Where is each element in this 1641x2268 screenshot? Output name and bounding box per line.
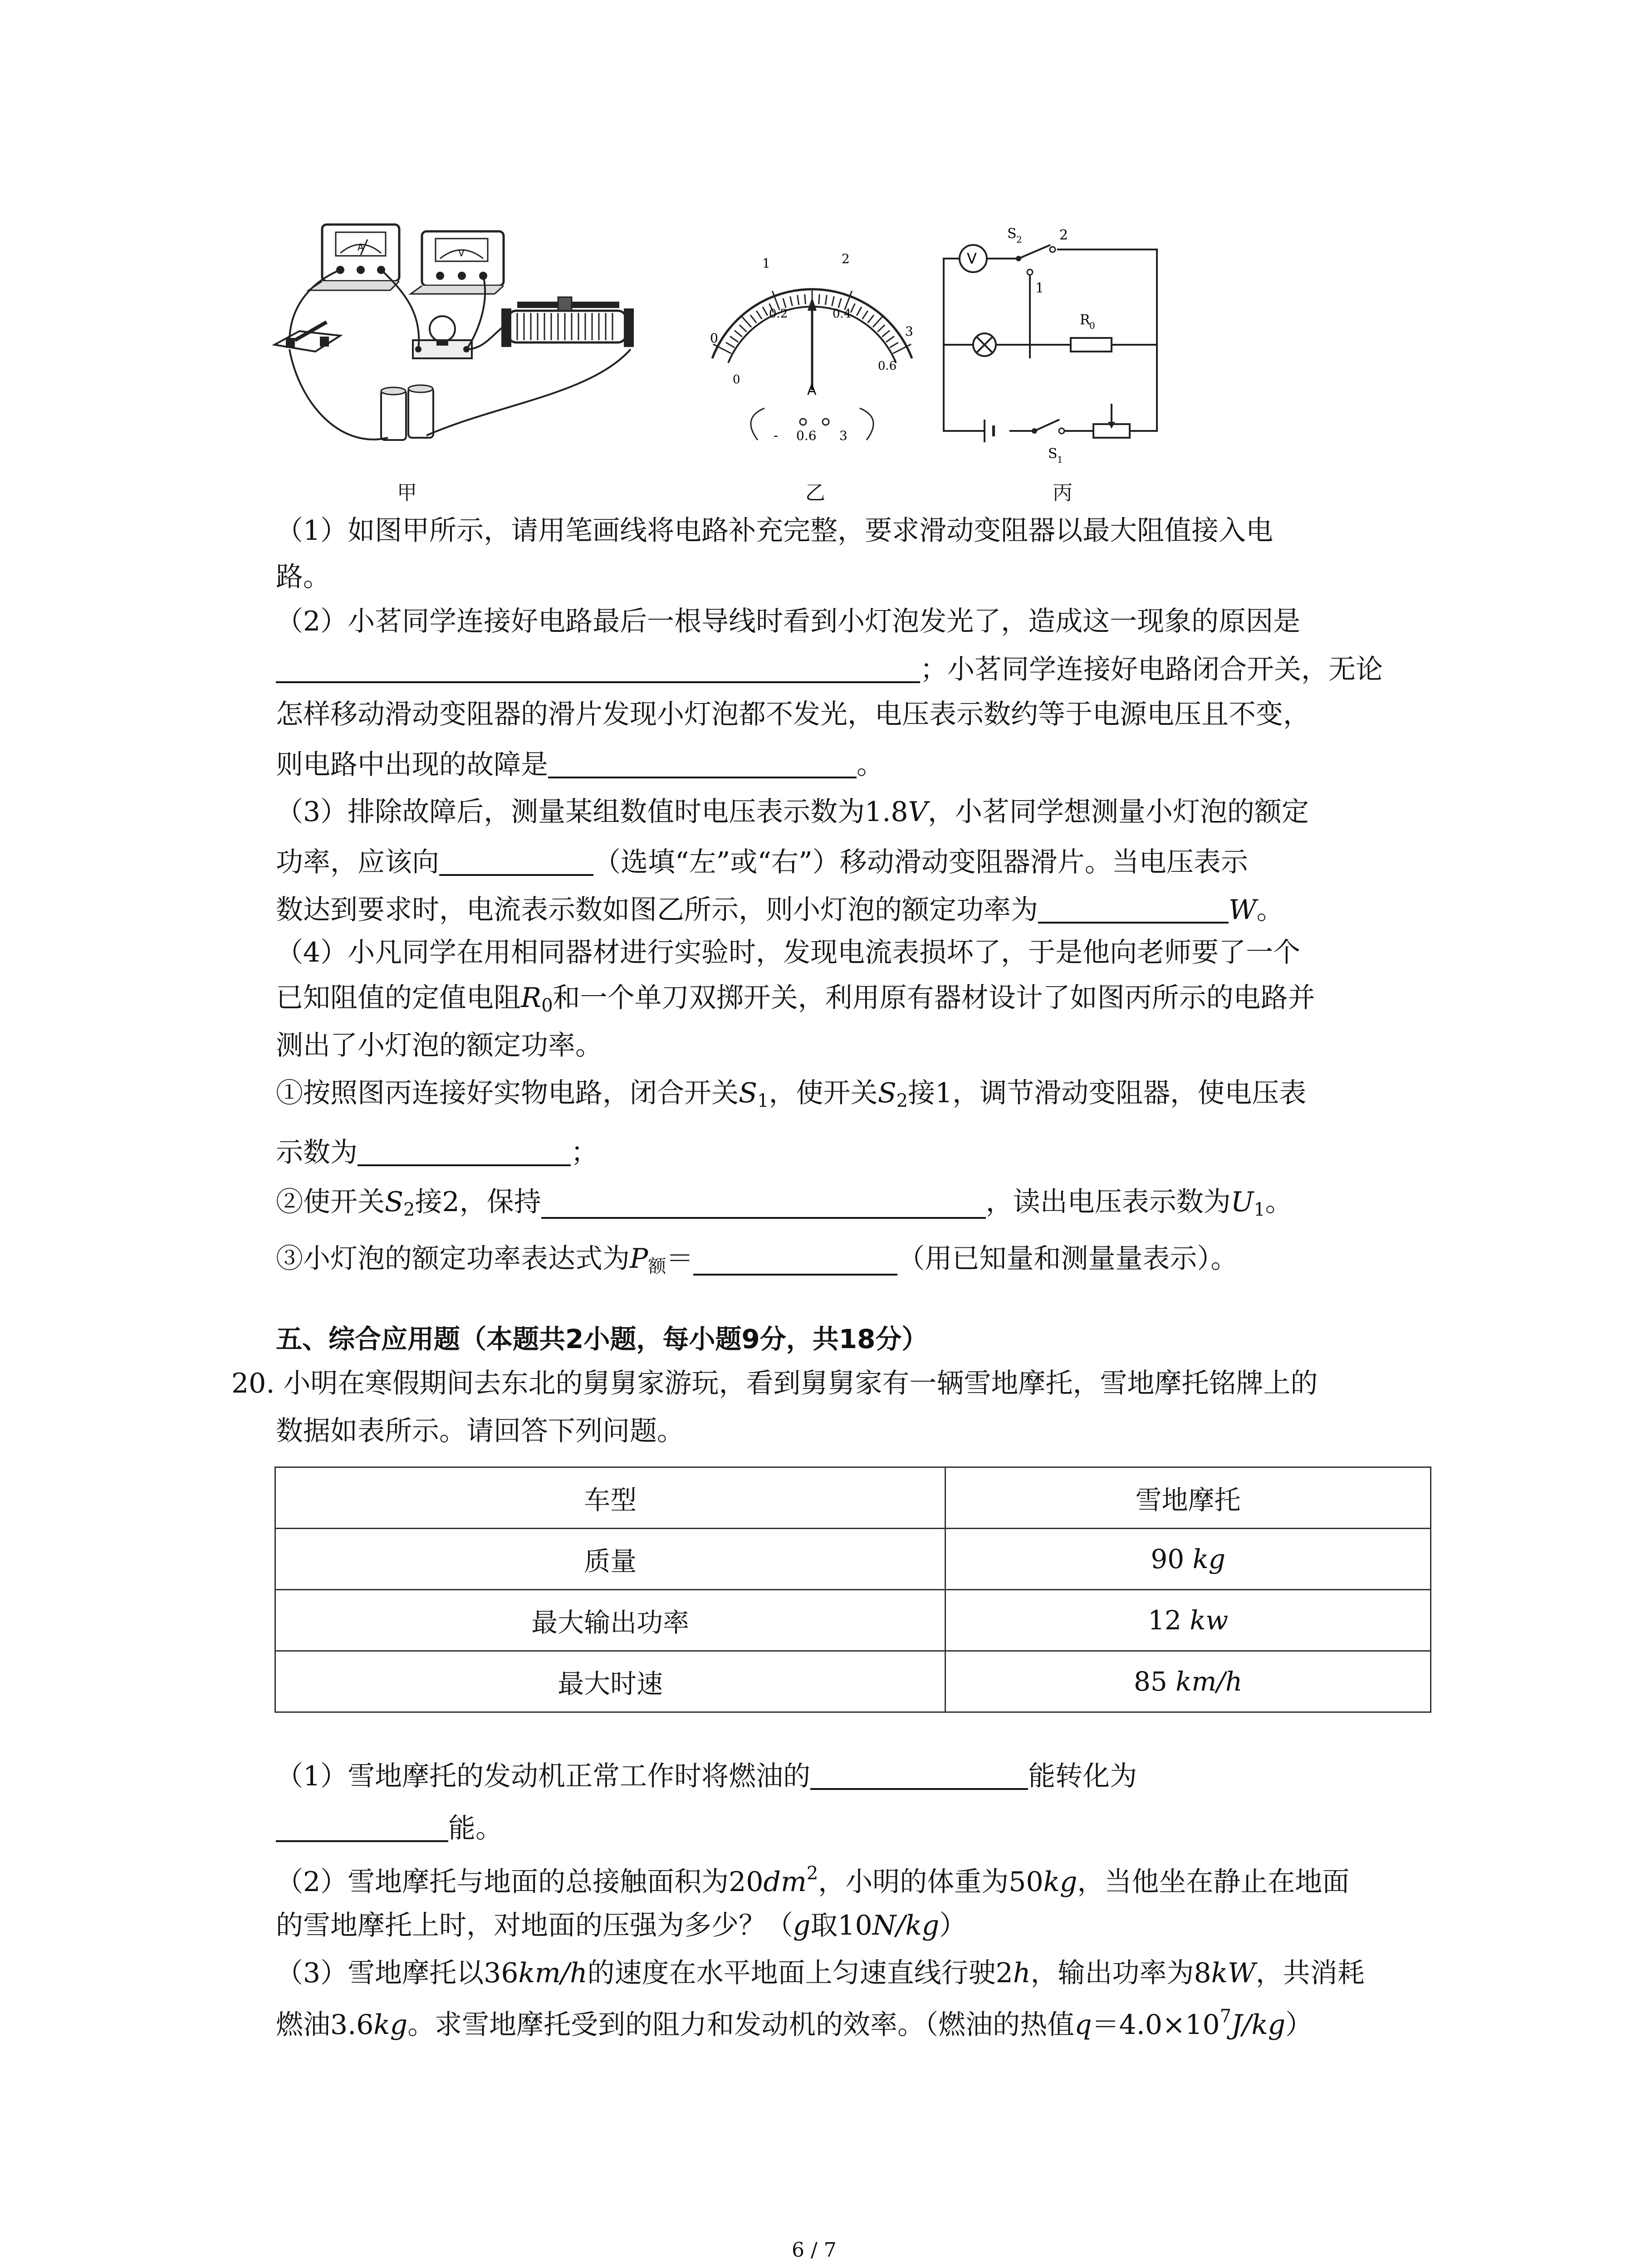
answer-blank-expression[interactable] <box>693 1246 897 1276</box>
dial-tick <box>805 294 806 304</box>
q20-part1-line-b: 能。 <box>276 1812 503 1842</box>
dial-tick <box>857 307 862 316</box>
circuit-pos1: 1 <box>1035 280 1044 296</box>
q19-step1-line-a: ①按照图丙连接好实物电路，闭合开关$S_1$，使开关$S_2$接1，调节滑动变阻器，使电压表 <box>276 1077 1307 1111</box>
page-number: 6 / 7 <box>792 2239 837 2262</box>
q19-part2-line-b: ；小茗同学连接好电路闭合开关，无论 <box>276 653 1383 683</box>
answer-blank-fault[interactable] <box>548 748 857 778</box>
spec-table <box>274 1466 1431 1713</box>
q19-part3-line-c: 数达到要求时，电流表示数如图乙所示，则小灯泡的额定功率为 W。 <box>276 894 1284 926</box>
q19-step2-line: ②使开关$S_2$接2，保持 ，读出电压表示数为$U_1$。 <box>276 1186 1293 1220</box>
dial-tick <box>832 296 834 306</box>
dial-tick <box>763 307 768 316</box>
circuit-r0-label: R <box>1080 312 1090 328</box>
dial-tick <box>756 311 762 319</box>
dial-terminal-neg: - <box>774 428 779 444</box>
dial-tick <box>838 298 841 308</box>
q20-part2-line-b: 的雪地摩托上时，对地面的压强为多少？（g取10N/kg） <box>276 1910 967 1941</box>
dial-tick <box>740 325 747 332</box>
dial-label-top-2: 2 <box>842 251 850 266</box>
section-heading: 五、综合应用题（本题共2小题，每小题9分，共18分） <box>276 1324 928 1354</box>
dial-label-bottom-06: 0.6 <box>878 359 897 373</box>
dial-tick <box>790 296 793 306</box>
table-value-unit: kw <box>1190 1605 1229 1636</box>
q20-stem-line-b: 数据如表所示。请回答下列问题。 <box>276 1415 684 1447</box>
q19-part3-line-a: （3）排除故障后，测量某组数值时电压表示数为1.8V，小茗同学想测量小灯泡的额定 <box>276 796 1309 828</box>
figure-bing-circuit <box>916 213 1189 467</box>
table-cell-label: 最大时速 <box>275 1651 945 1712</box>
table-cell-value <box>945 1651 1431 1712</box>
circuit-s1-sub: 1 <box>1057 454 1063 465</box>
answer-blank-direction[interactable] <box>439 846 593 876</box>
q20-part3-line-a: （3）雪地摩托以36km/h的速度在水平地面上匀速直线行驶2h，输出功率为8kW，共消耗 <box>276 1957 1365 1989</box>
dial-tick <box>882 330 890 337</box>
circuit-pos2: 2 <box>1059 227 1068 243</box>
answer-blank-power[interactable] <box>1038 894 1229 924</box>
table-value-number: 90 <box>1151 1544 1193 1574</box>
dial-tick <box>819 294 820 304</box>
answer-blank-cause[interactable] <box>276 653 920 683</box>
q19-step1-line-b: 示数为 ； <box>276 1137 598 1168</box>
dial-label-top-0: 0 <box>710 331 718 346</box>
circuit-voltmeter-label: V <box>967 250 977 267</box>
q19-part3-line-b: 功率，应该向 （选填“左”或“右”）移动滑动变阻器滑片。当电压表示 <box>276 846 1248 878</box>
rheostat-drawing <box>501 297 634 347</box>
answer-blank-voltage[interactable] <box>358 1136 571 1166</box>
circuit-s2-label: S <box>1007 226 1017 242</box>
figure-row <box>272 213 1497 508</box>
dial-tick <box>750 315 756 323</box>
dial-label-top-1: 1 <box>762 256 770 271</box>
table-value-number: 85 <box>1133 1666 1176 1697</box>
q19-part2-line-a: （2）小茗同学连接好电路最后一根导线时看到小灯泡发光了，造成这一现象的原因是 <box>276 606 1301 637</box>
dial-tick <box>890 342 898 347</box>
table-cell-label: 最大输出功率 <box>275 1590 945 1651</box>
table-cell-value <box>945 1590 1431 1651</box>
table-value-unit: km/h <box>1176 1666 1243 1697</box>
dial-unit: A <box>807 382 817 398</box>
table-cell-label: 质量 <box>275 1529 945 1590</box>
dial-tick <box>862 311 868 319</box>
q20-part2-line-a: （2）雪地摩托与地面的总接触面积为$20dm^2$，小明的体重为50kg，当他坐在静止在地面 <box>276 1863 1350 1898</box>
q19-part2-line-d: 则电路中出现的故障是 。 <box>276 749 884 781</box>
switch-drawing <box>274 322 340 352</box>
figure-yi-ammeter-dial <box>690 213 935 467</box>
dial-label-bottom-0: 0 <box>733 373 740 386</box>
dial-tick <box>735 330 742 337</box>
table-row <box>275 1529 1431 1590</box>
circuit-r0-sub: 0 <box>1089 320 1095 331</box>
q19-part1-line-a: （1）如图甲所示，请用笔画线将电路补充完整，要求滑动变阻器以最大阻值接入电 <box>276 515 1274 547</box>
table-row <box>275 1467 1431 1529</box>
dial-label-bottom-02: 0.2 <box>769 307 788 321</box>
table-row <box>275 1651 1431 1712</box>
dial-tick <box>825 295 827 305</box>
q20-part3-line-b: 燃油3.6kg。求雪地摩托受到的阻力和发动机的效率。（燃油的热值$q=4.0\times 10^7J/kg$） <box>276 2006 1313 2041</box>
q19-part1-line-b: 路。 <box>276 561 330 593</box>
dial-tick <box>877 325 885 332</box>
caption-bing: 丙 <box>1053 481 1073 504</box>
svg-text:V: V <box>458 248 465 259</box>
voltmeter-drawing <box>411 231 504 294</box>
table-cell-value <box>945 1467 1431 1529</box>
dial-tick <box>783 298 786 308</box>
dial-terminal-06: 0.6 <box>796 428 817 443</box>
dial-tick <box>851 303 855 313</box>
q19-step3-line: ③小灯泡的额定功率表达式为$P_额=$ （用已知量和测量量表示）。 <box>276 1243 1238 1277</box>
svg-text:A: A <box>358 242 364 253</box>
answer-blank-energy-to[interactable] <box>276 1812 448 1842</box>
circuit-s2-sub: 2 <box>1016 234 1022 245</box>
dial-label-top-3: 3 <box>905 324 913 339</box>
table-row <box>275 1590 1431 1651</box>
table-cell-label: 车型 <box>275 1467 945 1529</box>
bulb-drawing <box>413 316 472 358</box>
dial-terminal-3: 3 <box>839 428 847 443</box>
dial-tick <box>730 336 738 342</box>
answer-blank-energy-from[interactable] <box>810 1760 1028 1790</box>
dial-tick <box>868 315 874 323</box>
table-value-number: 12 <box>1148 1605 1190 1636</box>
q19-part4-line-a: （4）小凡同学在用相同器材进行实验时，发现电流表损坏了，于是他向老师要了一个 <box>276 937 1301 968</box>
q19-part4-line-b: 已知阻值的定值电阻$R_0$和一个单刀双掷开关，利用原有器材设计了如图丙所示的电路并 <box>276 982 1315 1016</box>
table-value-unit: kg <box>1192 1544 1225 1574</box>
figure-jia-apparatus <box>272 213 658 467</box>
q19-part2-line-c: 怎样移动滑动变阻器的滑片发现小灯泡都不发光，电压表示数约等于电源电压且不变， <box>276 699 1310 730</box>
q19-part4-line-c: 测出了小灯泡的额定功率。 <box>276 1030 603 1061</box>
dial-tick <box>726 342 735 347</box>
dial-tick <box>798 295 799 305</box>
table-value-number: 雪地摩托 <box>1135 1485 1241 1515</box>
dial-tick <box>873 317 882 327</box>
caption-jia: 甲 <box>397 481 417 504</box>
battery-drawing <box>381 385 433 440</box>
q20-stem-line-a: 20. 小明在寒假期间去东北的舅舅家游玩，看到舅舅家有一辆雪地摩托，雪地摩托铭牌上的 <box>231 1368 1318 1399</box>
table-cell-value <box>945 1529 1431 1590</box>
answer-blank-keep[interactable] <box>541 1189 986 1219</box>
dial-label-bottom-04: 0.4 <box>833 307 852 321</box>
circuit-s1-label: S <box>1048 446 1058 462</box>
dial-tick <box>742 317 751 327</box>
caption-yi: 乙 <box>805 481 825 504</box>
dial-tick <box>886 336 894 342</box>
q20-part1-line-a: （1）雪地摩托的发动机正常工作时将燃油的 能转化为 <box>276 1760 1137 1792</box>
